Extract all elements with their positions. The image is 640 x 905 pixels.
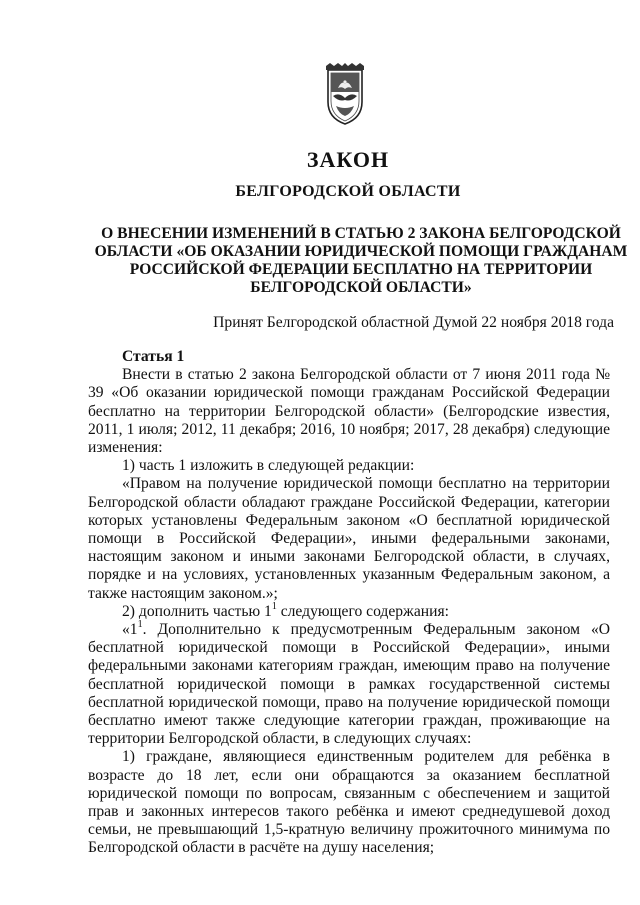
- heading-line: БЕЛГОРОДСКОЙ ОБЛАСТИ»: [250, 279, 472, 296]
- superscript: 1: [137, 618, 143, 630]
- heading-line: РОССИЙСКОЙ ФЕДЕРАЦИИ БЕСПЛАТНО НА ТЕРРИТОРИИ: [129, 261, 593, 278]
- law-heading: [88, 225, 634, 297]
- law-title: ЗАКОН: [306, 147, 390, 172]
- heading-line: О ВНЕСЕНИИ ИЗМЕНЕНИЙ В СТАТЬЮ 2 ЗАКОНА БЕЛГОРОДСКОЙ: [101, 225, 621, 242]
- article-title: Статья 1: [122, 348, 185, 365]
- adoption-note: Принят Белгородской областной Думой 22 ноября 2018 года: [213, 314, 614, 331]
- superscript: 1: [271, 600, 277, 612]
- document-body: [88, 348, 610, 858]
- heading-line: ОБЛАСТИ «ОБ ОКАЗАНИИ ЮРИДИЧЕСКОЙ ПОМОЩИ ГРАЖДАНАМ: [94, 243, 628, 260]
- article-intro: Внести в статью 2 закона Белгородской области от 7 июня 2011 года № 39 «Об оказании юридической помощи гражданам Российской Федерации бесплатно на территории Белгородской области» (Белгородские известия, 2011, 1 июля; 2012, 11 декабря; 2016, 10 ноября; 2017, 28 декабря) следующие изменения:: [88, 366, 610, 457]
- amendment-quote-1: «Правом на получение юридической помощи бесплатно на территории Белгородской области обладают граждане Российской Федерации, категории которых установлены Федеральным законом «О бесплатной юридической помощи в Российской Федерации», иными федеральными законами, настоящим законом и иными законами Белгородской области, в случаях, порядке и на условиях, установленных указанным Федеральным законом, а также настоящим законом.»;: [88, 475, 610, 602]
- amendment-quote-2: «$1^1$. Дополнительно к предусмотренным Федеральным законом «О бесплатной юридической помощи в Российской Федерации», иными федеральными законами категориям граждан, имеющим право на получение бесплатной юридической помощи в рамках государственной системы бесплатной юридической помощи, право на получение юридической помощи бесплатно имеют также следующие категории граждан, проживающие на территории Белгородской области, в следующих случаях:: [88, 618, 610, 748]
- region-title: БЕЛГОРОДСКОЙ ОБЛАСТИ: [235, 183, 461, 200]
- coat-of-arms-emblem: [318, 62, 372, 128]
- amendment-item-1: 1) часть 1 изложить в следующей редакции:: [122, 457, 415, 475]
- amendment-item-2: 2) дополнить частью $1^1$ следующего содержания:: [122, 600, 449, 620]
- category-item-1: 1) граждане, являющиеся единственным родителем для ребёнка в возрасте до 18 лет, если они обращаются за оказанием бесплатной юридической помощи по вопросам, связанным с обеспечением и защитой прав и законных интересов такого ребёнка и имеют среднедушевой доход семьи, не превышающий 1,5-кратную величину прожиточного минимума по Белгородской области в расчёте на душу населения;: [88, 748, 610, 857]
